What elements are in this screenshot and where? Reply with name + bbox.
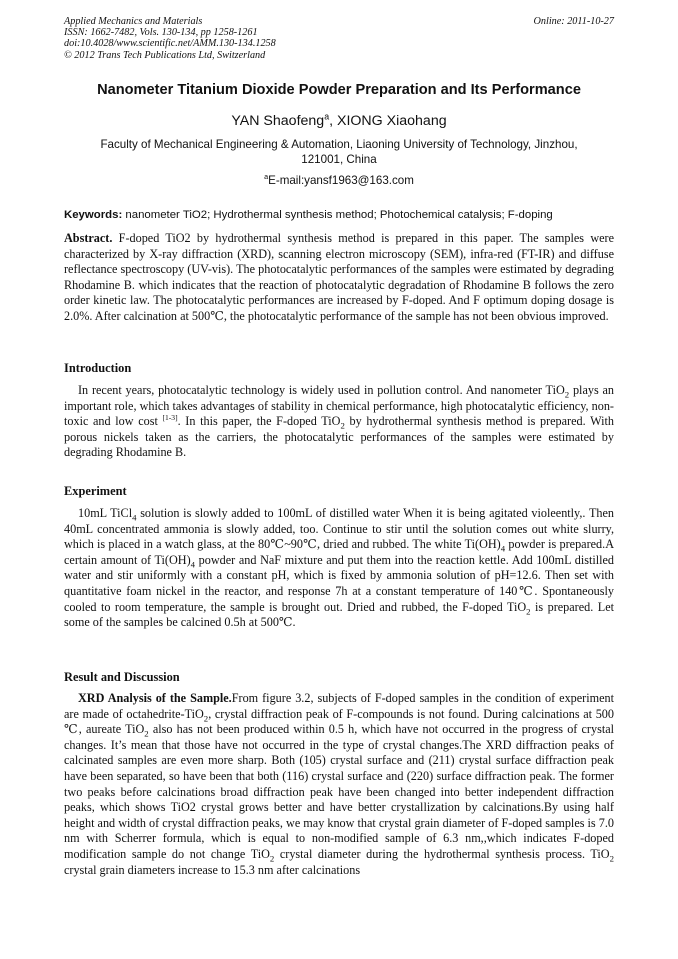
exp-sub-4: 2 — [526, 606, 531, 616]
issn-line: ISSN: 1662-7482, Vols. 130-134, pp 1258-1261 — [64, 27, 258, 39]
email-mark: a — [264, 172, 269, 182]
keywords-label: Keywords: — [64, 209, 123, 221]
intro-sub-2: 2 — [340, 420, 345, 431]
experiment-heading: Experiment — [64, 484, 127, 498]
abstract — [64, 231, 614, 325]
author-2: XIONG Xiaohang — [336, 113, 447, 129]
results-paragraph — [64, 691, 614, 878]
exp-text-1: 10mL TiCl — [78, 506, 133, 520]
author-1: YAN Shaofeng — [231, 113, 325, 129]
journal-name: Applied Mechanics and Materials — [64, 16, 203, 27]
exp-text-5: is prepared. Let some of the samples be calcined 0.5h at 500℃. — [64, 599, 614, 630]
intro-text-4: by hydrothermal synthesis method is prepared. With porous nickels taken as the carriers, the photocatalytic performances of the samples were estimated by degrading Rhodamine B. — [64, 414, 614, 460]
journal-header — [64, 16, 614, 61]
intro-text-2: plays an important role, which takes advantages of stability in chemical performance, high photocatalytic efficiency, non-toxic and low cost — [64, 383, 614, 429]
res-text-4: crystal diameter during the hydrothermal synthesis process. TiO — [274, 846, 610, 861]
exp-sub-1: 4 — [132, 512, 137, 523]
exp-sub-3: 4 — [190, 559, 196, 570]
exp-text-3: powder is prepared.A certain amount of Ti(OH) — [64, 537, 615, 567]
affiliation — [64, 138, 614, 167]
affiliation-line-2: 121001, China — [301, 152, 377, 166]
online-date: Online: 2011-10-27 — [533, 16, 614, 27]
exp-text-2: solution is slowly added to 100mL of distilled water When it is being agitated violeently,. Then 40mL concentrated ammonia is slowly added, too. Continue to stir until the solution comes out white slurry, which is placed in a watch glass, at the 80℃~90℃, dried and rubbed. The white Ti(OH) — [64, 506, 614, 552]
intro-text-1: In recent years, photocatalytic technology is widely used in pollution control. And nanometer TiO — [78, 383, 565, 397]
exp-text-4: powder and NaF mixture and put them into the reaction kettle. Add 100mL distilled water and stir uniformly with a constant pH, which is fixed by ammonia solution of pH=12.6. Then set with quantitative foam nickel in the reactor, and response 7h at a constant temperature of 140℃. Spontaneously cooled to room temperature, the sample is brought out. Dried and rubbed, the F-doped TiO — [64, 552, 614, 614]
introduction-paragraph — [64, 383, 614, 461]
abstract-label: Abstract. — [64, 231, 113, 245]
author-line — [64, 113, 614, 129]
res-sub-1: 2 — [203, 713, 209, 724]
results-heading: Result and Discussion — [64, 670, 180, 684]
experiment-paragraph — [64, 506, 614, 631]
res-sub-4: 2 — [609, 853, 614, 864]
introduction-heading: Introduction — [64, 361, 132, 375]
res-text-3: also has not been produced within 0.5 h, which have not occurred in the progress of crystal changes. It’s mean that those have not occurred in the type of crystal changes.The XRD diffraction peaks of calcinated samples are even more sharp. Both (105) crystal surface and (211) crystal surface diffraction peak have been separated, so have been that both (116) crystal surface and (220) surface diffraction peak. The former two peaks before calcinations broad diffraction peak have been changed into better independent diffraction peaks, which shows TiO2 crystal grows better and have better crystallization by calcinations.By using half height and width of crystal diffraction peaks, we may know that crystal grain diameter of F-doped samples is 7.0 nm with Scherrer formula, which is equal to non-modified sample of 6.3 nm,,which indicates F-doped modification sample do not change TiO — [64, 722, 614, 861]
abstract-text: F-doped TiO2 by hydrothermal synthesis method is prepared in this paper. The samples were characterized by X-ray diffraction (XRD), scanning electron microscopy (SEM), infra-red (FT-IR) and diffuse reflectance spectroscopy (UV-vis). The photocatalytic performances of the samples were estimated by degrading Rhodamine B. which indicates that the reaction of photocatalytic degradation of Rhodamine B follows the zero order kinetic law. The photocatalytic performances are increased by F-doped. And F optimum doping dosage is 2.0%. After calcination at 500℃, the photocatalytic performance of the sample has not been obvious improved. — [64, 231, 614, 323]
author-1-affil-mark: a — [324, 111, 330, 122]
res-sub-3: 2 — [269, 853, 275, 864]
exp-sub-2: 4 — [500, 543, 506, 554]
results-lead: XRD Analysis of the Sample. — [78, 691, 232, 705]
intro-text-3: . In this paper, the F-doped TiO — [177, 414, 341, 429]
keywords-text: nanometer TiO2; Hydrothermal synthesis method; Photochemical catalysis; F-doping — [122, 209, 553, 221]
paper-title: Nanometer Titanium Dioxide Powder Preparation and Its Performance — [97, 82, 581, 98]
res-text-2: , crystal diffraction peak of F-compounds is not found. During calcinations at 500 ℃, aureate TiO — [64, 706, 614, 737]
email-address: E-mail:yansf1963@163.com — [268, 174, 414, 187]
author-separator: , — [329, 113, 337, 129]
affiliation-line-1: Faculty of Mechanical Engineering & Automation, Liaoning University of Technology, Jinzhou, — [100, 138, 578, 151]
doi-line: doi:10.4028/www.scientific.net/AMM.130-134.1258 — [64, 38, 276, 50]
intro-citation: [1-3] — [162, 413, 178, 423]
keywords — [64, 209, 614, 221]
res-sub-2: 2 — [144, 728, 149, 739]
copyright-line: © 2012 Trans Tech Publications Ltd, Switzerland — [64, 49, 266, 61]
intro-sub-1: 2 — [564, 389, 570, 400]
res-text-5: crystal grain diameters increase to 15.3 nm after calcinations — [64, 862, 361, 877]
email-line — [64, 174, 614, 187]
res-text-1: From figure 3.2, subjects of F-doped samples in the condition of experiment are made of octahedrite-TiO — [64, 691, 614, 721]
